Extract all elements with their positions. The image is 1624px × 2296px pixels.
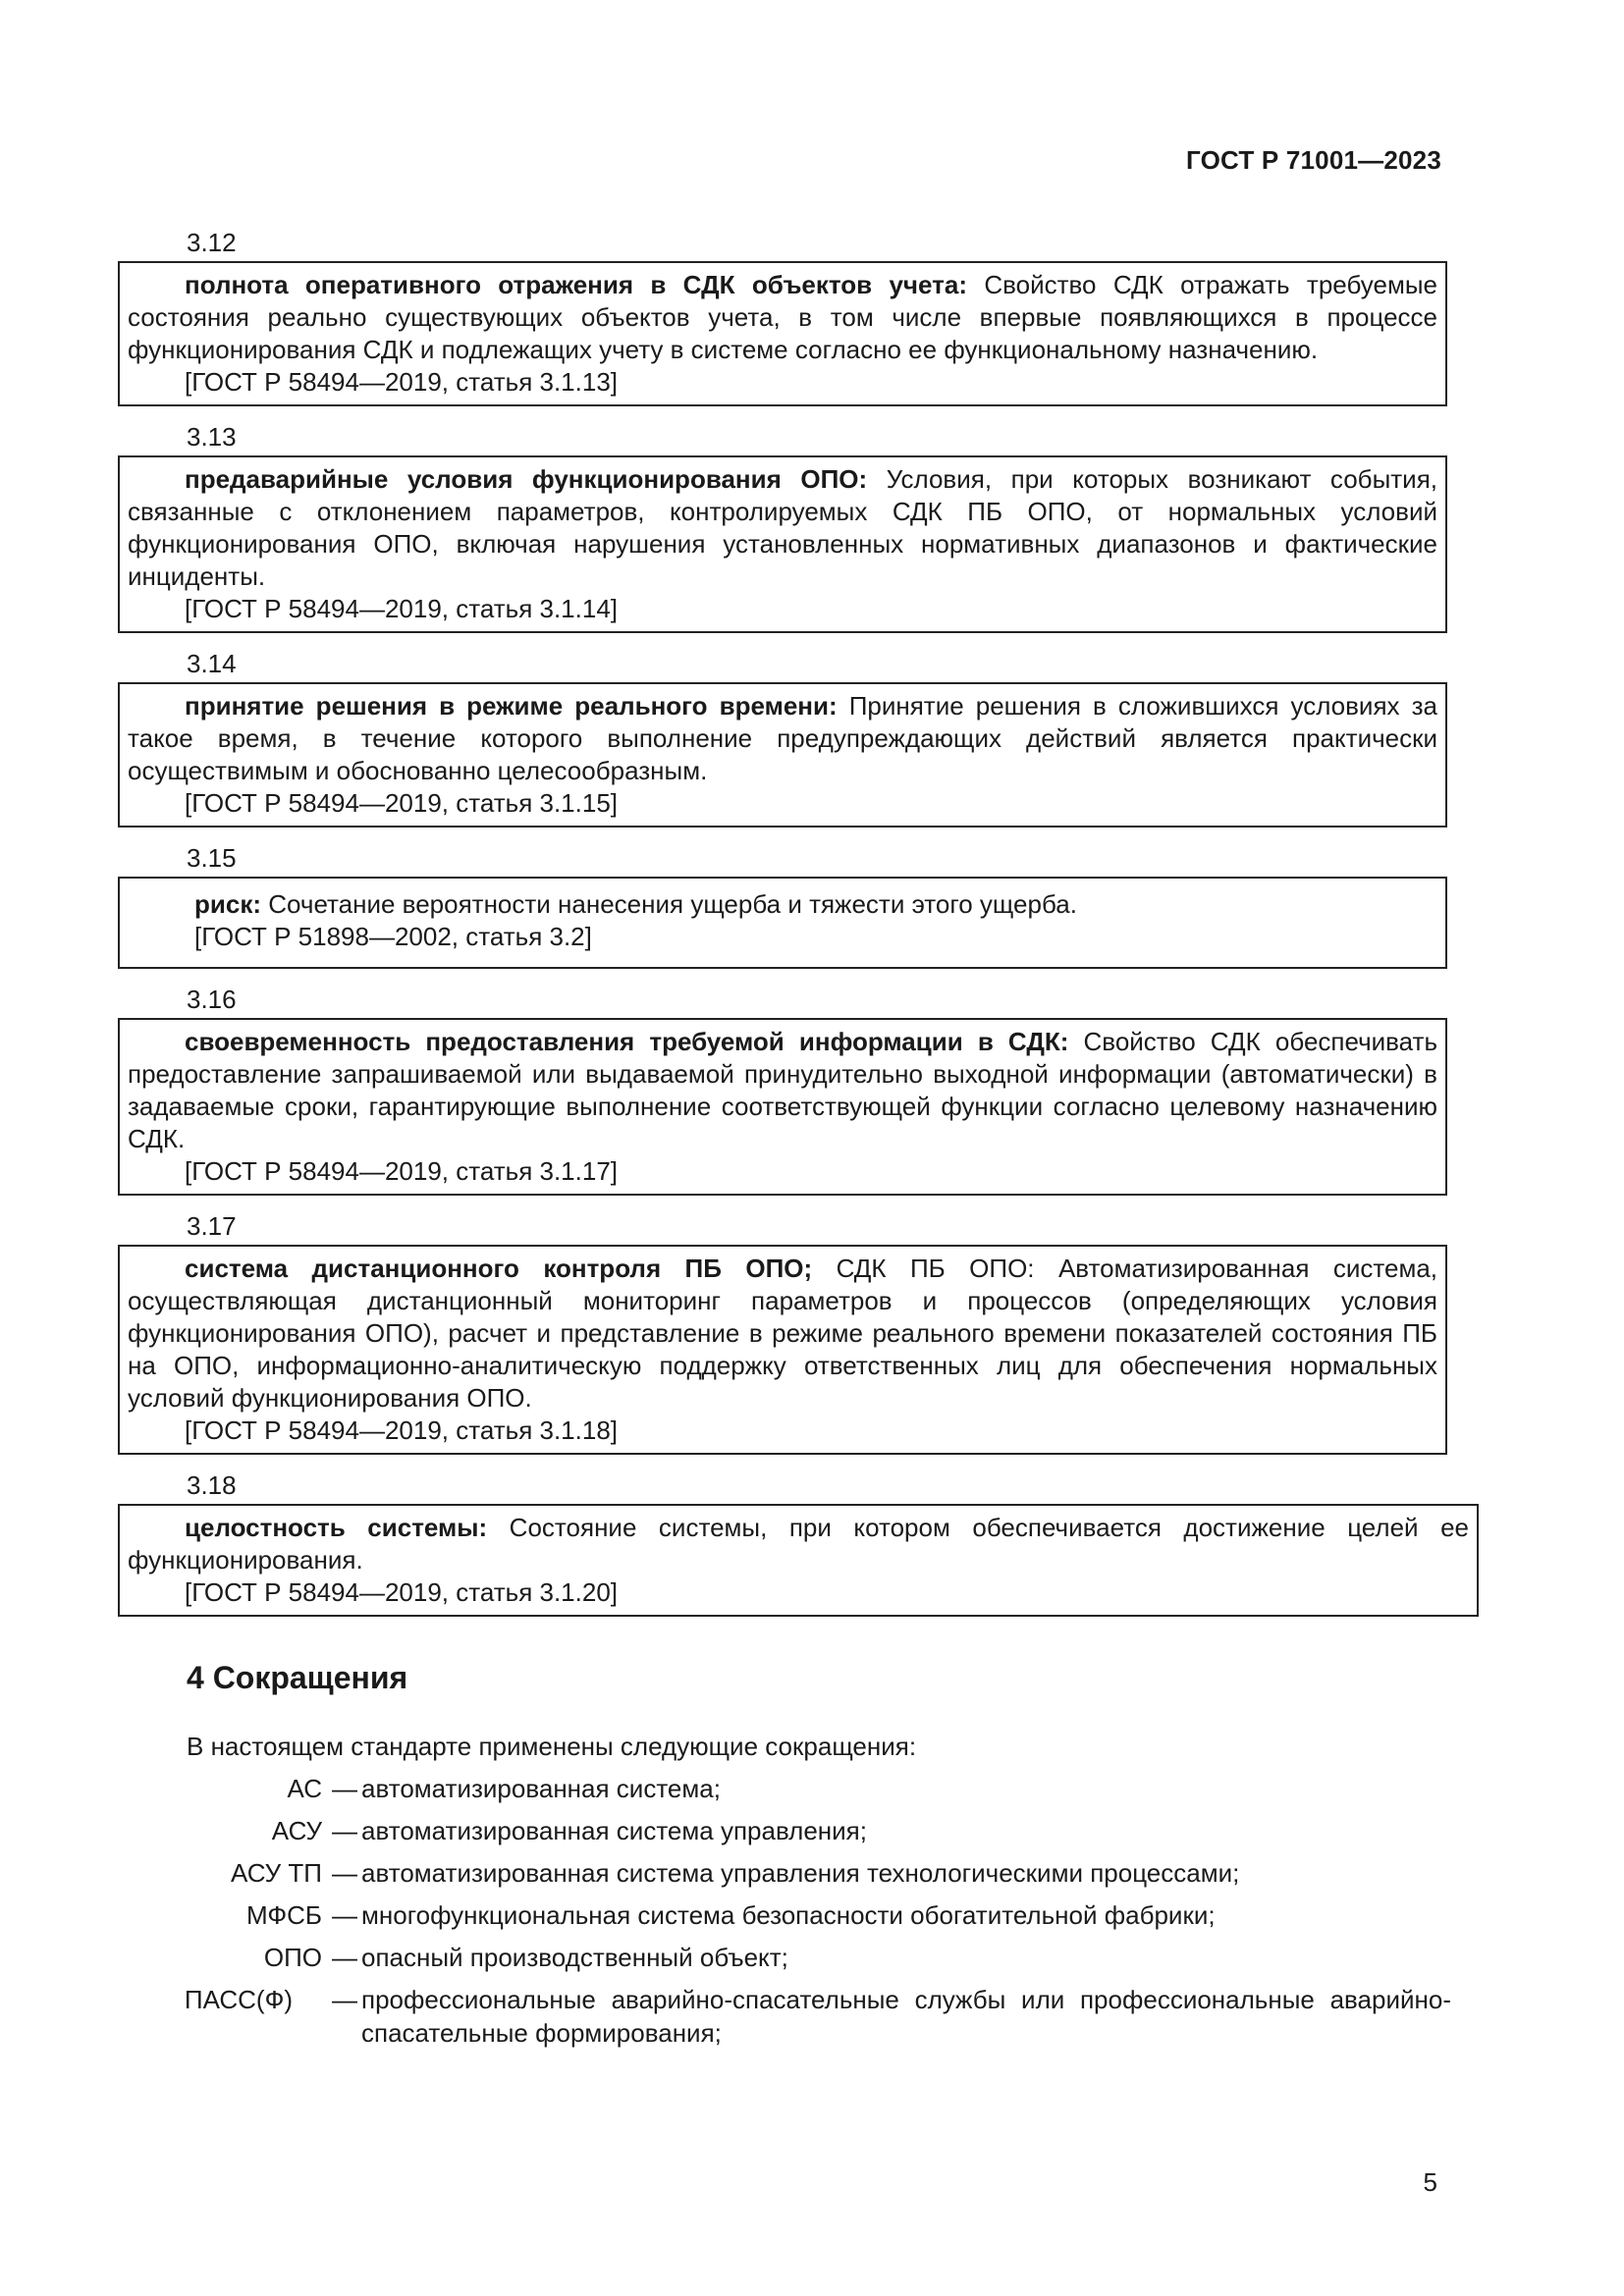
abbreviation-code: ОПО <box>263 1943 322 1972</box>
term-number: 3.13 <box>187 422 237 452</box>
abbreviation-dash: — <box>332 1774 357 1803</box>
abbreviation-dash: — <box>332 1943 357 1972</box>
abbreviation-description: многофункциональная система безопасности обогатительной фабрики; <box>361 1900 1216 1930</box>
term-reference: [ГОСТ Р 58494—2019, статья 3.1.20] <box>185 1577 619 1607</box>
abbreviation-description: профессиональные аварийно-спасательные службы или профессиональные аварийно-спасательные формирования; <box>361 1985 1451 2048</box>
standard-code: ГОСТ Р 71001—2023 <box>1186 145 1441 175</box>
term-box <box>118 1245 1447 1455</box>
abbreviation-row <box>118 1941 1473 1974</box>
term-box <box>118 1018 1447 1196</box>
abbreviation-description: автоматизированная система; <box>361 1774 721 1803</box>
term-number: 3.17 <box>187 1211 237 1241</box>
page-number: 5 <box>1423 2167 1437 2197</box>
abbreviation-dash: — <box>332 1816 357 1845</box>
term-box <box>118 261 1447 406</box>
term-name: система дистанционного контроля ПБ ОПО; <box>185 1254 813 1283</box>
abbreviation-description: опасный производственный объект; <box>361 1943 788 1972</box>
term-definition: СДК ПБ ОПО: Автоматизированная система, осуществляющая дистанционный мониторинг параметров и процессов (определяющих условия функционирования ОПО), расчет и представление в режиме реального времени показателей состояния ПБ на ОПО, информационно-аналитическую поддержку ответственных лиц для обеспечения нормальных условий функционирования ОПО. <box>128 1254 1438 1413</box>
abbreviation-row <box>118 1814 1473 1847</box>
abbreviation-dash: — <box>332 1858 357 1888</box>
term-definition: Сочетание вероятности нанесения ущерба и тяжести этого ущерба. <box>268 889 1077 919</box>
abbreviation-dash: — <box>332 1985 357 2014</box>
term-text <box>128 1026 1437 1155</box>
term-definition: Условия, при которых возникают события, связанные с отклонением параметров, контролируемых СДК ПБ ОПО, от нормальных условий функционирования ОПО, включая нарушения установленных нормативных диапазонов и фактические инциденты. <box>128 464 1437 591</box>
term-definition: Свойство СДК отражать требуемые состояния реально существующих объектов учета, в том числе впервые появляющихся в процессе функционирования СДК и подлежащих учету в системе согласно ее функциональному назначению. <box>128 270 1437 364</box>
term-number: 3.15 <box>187 843 237 873</box>
abbreviation-description: автоматизированная система управления технологическими процессами; <box>361 1858 1240 1888</box>
abbreviation-dash: — <box>332 1900 357 1930</box>
abbreviation-description: автоматизированная система управления; <box>361 1816 867 1845</box>
section-intro: В настоящем стандарте применены следующие сокращения: <box>187 1732 917 1761</box>
abbreviation-code: АС <box>287 1774 322 1803</box>
term-name: предаварийные условия функционирования ОПО: <box>185 464 868 494</box>
abbreviation-row <box>118 1983 1473 2050</box>
term-name: полнота оперативного отражения в СДК объектов учета: <box>185 270 967 299</box>
term-box <box>118 1504 1479 1617</box>
term-number: 3.14 <box>187 649 237 678</box>
term-definition: Свойство СДК обеспечивать предоставление запрашиваемой или выдаваемой принудительно выходной информации (автоматически) в задаваемые сроки, гарантирующие выполнение соответствующей функции согласно целевому назначению СДК. <box>128 1027 1438 1153</box>
term-name: своевременность предоставления требуемой информации в СДК: <box>185 1027 1069 1056</box>
abbreviation-row <box>118 1856 1473 1890</box>
abbreviation-list <box>118 1772 1473 2050</box>
term-definition: Состояние системы, при котором обеспечивается достижение целей ее функционирования. <box>128 1513 1469 1575</box>
term-text <box>128 1512 1469 1576</box>
term-number: 3.16 <box>187 985 237 1014</box>
term-reference: [ГОСТ Р 58494—2019, статья 3.1.15] <box>185 788 619 818</box>
term-text <box>128 1253 1437 1415</box>
term-number: 3.18 <box>187 1470 237 1500</box>
abbreviation-code: МФСБ <box>246 1900 322 1930</box>
term-reference: [ГОСТ Р 58494—2019, статья 3.1.14] <box>185 594 619 623</box>
term-text <box>128 690 1437 787</box>
term-name: целостность системы: <box>185 1513 488 1542</box>
abbreviation-row <box>118 1898 1473 1932</box>
term-reference: [ГОСТ Р 58494—2019, статья 3.1.18] <box>185 1415 619 1445</box>
abbreviation-code: ПАСС(Ф) <box>184 1985 293 2014</box>
term-definition: Принятие решения в сложившихся условиях за такое время, в течение которого выполнение предупреждающих действий является практически осуществимым и обоснованно целесообразным. <box>128 691 1437 785</box>
term-name: риск: <box>194 889 261 919</box>
term-box <box>118 682 1447 828</box>
abbreviation-row <box>118 1772 1473 1805</box>
abbreviation-code: АСУ <box>271 1816 322 1845</box>
term-number: 3.12 <box>187 228 237 257</box>
term-name: принятие решения в режиме реального времени: <box>185 691 838 721</box>
page-content <box>118 224 1473 2058</box>
term-reference: [ГОСТ Р 51898—2002, статья 3.2] <box>194 922 592 951</box>
term-box <box>118 877 1447 969</box>
term-reference: [ГОСТ Р 58494—2019, статья 3.1.13] <box>185 367 619 397</box>
term-text <box>128 269 1437 366</box>
term-text <box>128 463 1437 593</box>
term-box <box>118 455 1447 633</box>
abbreviation-code: АСУ ТП <box>231 1858 322 1888</box>
term-reference: [ГОСТ Р 58494—2019, статья 3.1.17] <box>185 1156 619 1186</box>
section-title: 4 Сокращения <box>187 1660 408 1695</box>
term-text <box>128 888 1437 921</box>
